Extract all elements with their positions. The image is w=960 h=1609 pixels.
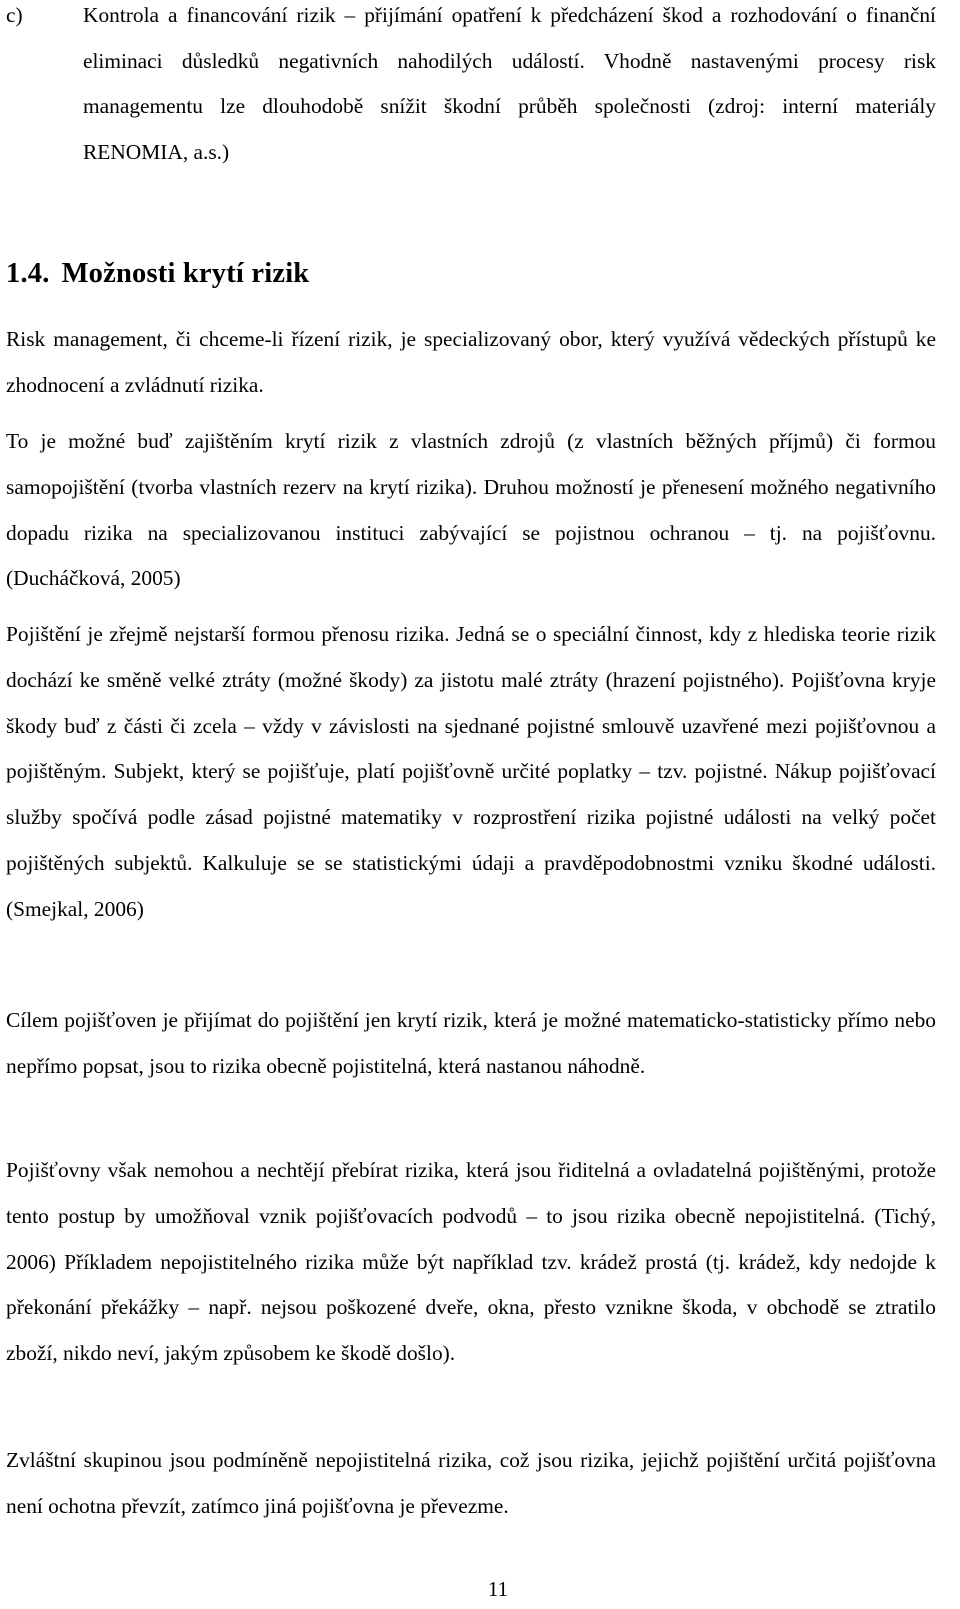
paragraph-1 (6, 317, 936, 409)
paragraph-2 (6, 419, 936, 602)
paragraph-text: Risk management, či chceme-li řízení rizik, je specializovaný obor, který využívá vědeckých přístupů ke zhodnocení a zvládnutí rizika. (6, 327, 936, 397)
section-heading (6, 252, 309, 296)
page-number: 11 (487, 1577, 509, 1601)
paragraph-text: Cílem pojišťoven je přijímat do pojištění jen krytí rizik, která je možné matematicko-statisticky přímo nebo nepřímo popsat, jsou to rizika obecně pojistitelná, která nastanou náhodně. (6, 1008, 936, 1078)
paragraph-3 (6, 612, 936, 933)
list-item-text: Kontrola a financování rizik – přijímání opatření k předcházení škod a rozhodování o finanční eliminaci důsledků negativních nahodilých událostí. Vhodně nastavenými procesy risk managementu lze dlouhodobě snížit škodní průběh společnosti (zdroj: interní materiály RENOMIA, a.s.) (83, 3, 936, 164)
list-marker: c) (6, 3, 23, 27)
section-number: 1.4. (6, 258, 50, 289)
paragraph-text: To je možné buď zajištěním krytí rizik z vlastních zdrojů (z vlastních běžných příjmů) či formou samopojištění (tvorba vlastních rezerv na krytí rizika). Druhou možností je přenesení možného negativního dopadu rizika na specializovanou instituci zabývající se pojistnou ochranou – tj. na pojišťovnu. (Ducháčková, 2005) (6, 429, 936, 591)
list-item-c (6, 0, 936, 175)
paragraph-text: Pojištění je zřejmě nejstarší formou přenosu rizika. Jedná se o speciální činnost, kdy z hlediska teorie rizik dochází ke směně velké ztráty (možné škody) za jistotu malé ztráty (hrazení pojistného). Pojišťovna kryje škody buď z části či zcela – vždy v závislosti na sjednané pojistné smlouvě uzavřené mezi pojišťovnou a pojištěným. Subjekt, který se pojišťuje, platí pojišťovně určité poplatky – tzv. pojistné. Nákup pojišťovací služby spočívá podle zásad pojistné matematiky v rozprostření rizika pojistné události na velký počet pojištěných subjektů. Kalkuluje se se statistickými údaji a pravděpodobnostmi vzniku škodné události. (Smejkal, 2006) (6, 622, 936, 921)
section-title: Možnosti krytí rizik (61, 258, 310, 289)
paragraph-text: Zvláštní skupinou jsou podmíněně nepojistitelná rizika, což jsou rizika, jejichž pojištění určitá pojišťovna není ochotna převzít, zatímco jiná pojišťovna je převezme. (6, 1448, 936, 1518)
paragraph-text: Pojišťovny však nemohou a nechtějí přebírat rizika, která jsou řiditelná a ovladatelná pojištěnými, protože tento postup by umožňoval vznik pojišťovacích podvodů – to jsou rizika obecně nepojistitelná. (Tichý, 2006) Příkladem nepojistitelného rizika může být například tzv. krádež prostá (tj. krádež, kdy nedojde k překonání překážky – např. nejsou poškozené dveře, okna, přesto vznikne škoda, v obchodě se ztratilo zboží, nikdo neví, jakým způsobem ke škodě došlo). (6, 1158, 936, 1366)
paragraph-5 (6, 1148, 936, 1377)
paragraph-6 (6, 1438, 936, 1530)
paragraph-4 (6, 998, 936, 1090)
